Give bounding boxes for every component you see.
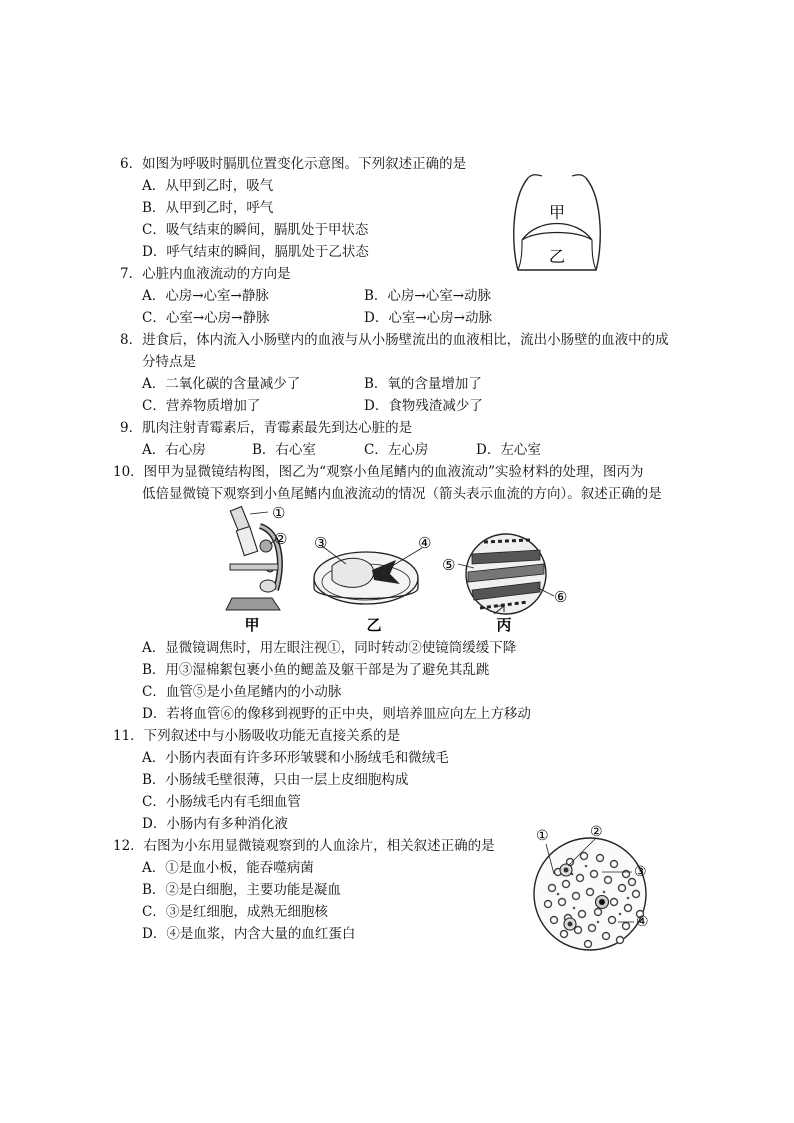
q7-stem: 7．心脏内血液流动的方向是 xyxy=(120,266,291,282)
q11-option-d: D．小肠内有多种消化液 xyxy=(142,816,288,832)
q12-option-b: B．②是白细胞，主要功能是凝血 xyxy=(142,882,341,898)
q7-option-a: A．心房→心室→静脉 xyxy=(142,288,269,304)
q7-option-d: D．心室→心房→动脉 xyxy=(364,310,492,326)
dish-marker-3: ③ xyxy=(314,534,328,552)
q11-option-a: A．小肠内表面有许多环形皱襞和小肠绒毛和微绒毛 xyxy=(142,750,449,766)
microscope-figure xyxy=(226,507,280,610)
q8-stem-line1: 8．进食后，体内流入小肠壁内的血液与从小肠壁流出的血液相比，流出小肠壁的血液中的成 xyxy=(120,332,669,348)
q9-option-a: A．右心房 xyxy=(142,442,206,458)
q7-option-c: C．心室→心房→静脉 xyxy=(142,310,270,326)
q10-option-a: A．显微镜调焦时，用左眼注视①，同时转动②使镜筒缓缓下降 xyxy=(142,640,517,656)
q11-option-b: B．小肠绒毛壁很薄，只由一层上皮细胞构成 xyxy=(142,772,409,788)
q11-stem: 11．下列叙述中与小肠吸收功能无直接关系的是 xyxy=(113,728,401,744)
q10-figures xyxy=(222,502,574,634)
q10-stem-line2: 低倍显微镜下观察到小鱼尾鳍内血液流动的情况（箭头表示血流的方向）。叙述正确的是 xyxy=(142,486,662,502)
q10-option-c: C．血管⑤是小鱼尾鳍内的小动脉 xyxy=(142,684,342,700)
diaphragm-figure xyxy=(508,170,606,278)
q8-option-c: C．营养物质增加了 xyxy=(142,398,261,414)
q12-option-a: A．①是血小板，能吞噬病菌 xyxy=(142,860,314,876)
q12-option-c: C．③是红细胞，成熟无细胞核 xyxy=(142,904,328,920)
smear-marker-1: ① xyxy=(536,828,549,844)
q6-option-d: D．呼气结束的瞬间，膈肌处于乙状态 xyxy=(142,244,369,260)
q9-stem: 9．肌肉注射青霉素后，青霉素最先到达心脏的是 xyxy=(120,420,413,436)
smear-marker-2: ② xyxy=(590,824,603,840)
blood-smear-figure xyxy=(528,822,660,954)
q9-option-b: B．右心室 xyxy=(252,442,316,458)
q8-option-d: D．食物残渣减少了 xyxy=(364,398,483,414)
q10-option-d: D．若将血管⑥的像移到视野的正中央，则培养皿应向左上方移动 xyxy=(142,706,531,722)
q6-option-c: C．吸气结束的瞬间，膈肌处于甲状态 xyxy=(142,222,369,238)
petri-dish-label: 乙 xyxy=(366,616,382,634)
microscope-marker-2: ② xyxy=(274,530,288,548)
diaphragm-label-yi: 乙 xyxy=(548,247,566,266)
q11-option-c: C．小肠绒毛内有毛细血管 xyxy=(142,794,301,810)
microscope-marker-1: ① xyxy=(272,504,286,522)
diaphragm-label-jia: 甲 xyxy=(548,203,566,222)
q12-option-d: D．④是血浆，内含大量的血红蛋白 xyxy=(142,926,356,942)
dish-marker-4: ④ xyxy=(418,534,432,552)
view-label: 丙 xyxy=(496,616,512,634)
tail-fin-view-figure xyxy=(458,534,554,614)
q8-option-b: B．氧的含量增加了 xyxy=(364,376,482,392)
q9-option-c: C．左心房 xyxy=(364,442,429,458)
q12-stem: 12．右图为小东用显微镜观察到的人血涂片，相关叙述正确的是 xyxy=(113,838,495,854)
microscope-label: 甲 xyxy=(244,616,260,634)
view-marker-6: ⑥ xyxy=(554,588,568,606)
q7-option-b: B．心房→心室→动脉 xyxy=(364,288,492,304)
q8-stem-line2: 分特点是 xyxy=(142,354,196,370)
petri-dish-figure xyxy=(314,546,422,604)
smear-marker-3: ③ xyxy=(634,864,647,880)
smear-marker-4: ④ xyxy=(636,914,649,930)
q9-option-d: D．左心室 xyxy=(476,442,541,458)
q6-option-a: A．从甲到乙时，吸气 xyxy=(142,178,274,194)
q8-option-a: A．二氧化碳的含量减少了 xyxy=(142,376,301,392)
q10-stem-line1: 10．图甲为显微镜结构图，图乙为“观察小鱼尾鳍内的血液流动”实验材料的处理，图丙为 xyxy=(113,464,644,480)
view-marker-5: ⑤ xyxy=(442,556,456,574)
q10-option-b: B．用③湿棉絮包裹小鱼的鳃盖及躯干部是为了避免其乱跳 xyxy=(142,662,490,678)
q6-stem: 6．如图为呼吸时膈肌位置变化示意图。下列叙述正确的是 xyxy=(120,156,467,172)
q6-option-b: B．从甲到乙时，呼气 xyxy=(142,200,274,216)
